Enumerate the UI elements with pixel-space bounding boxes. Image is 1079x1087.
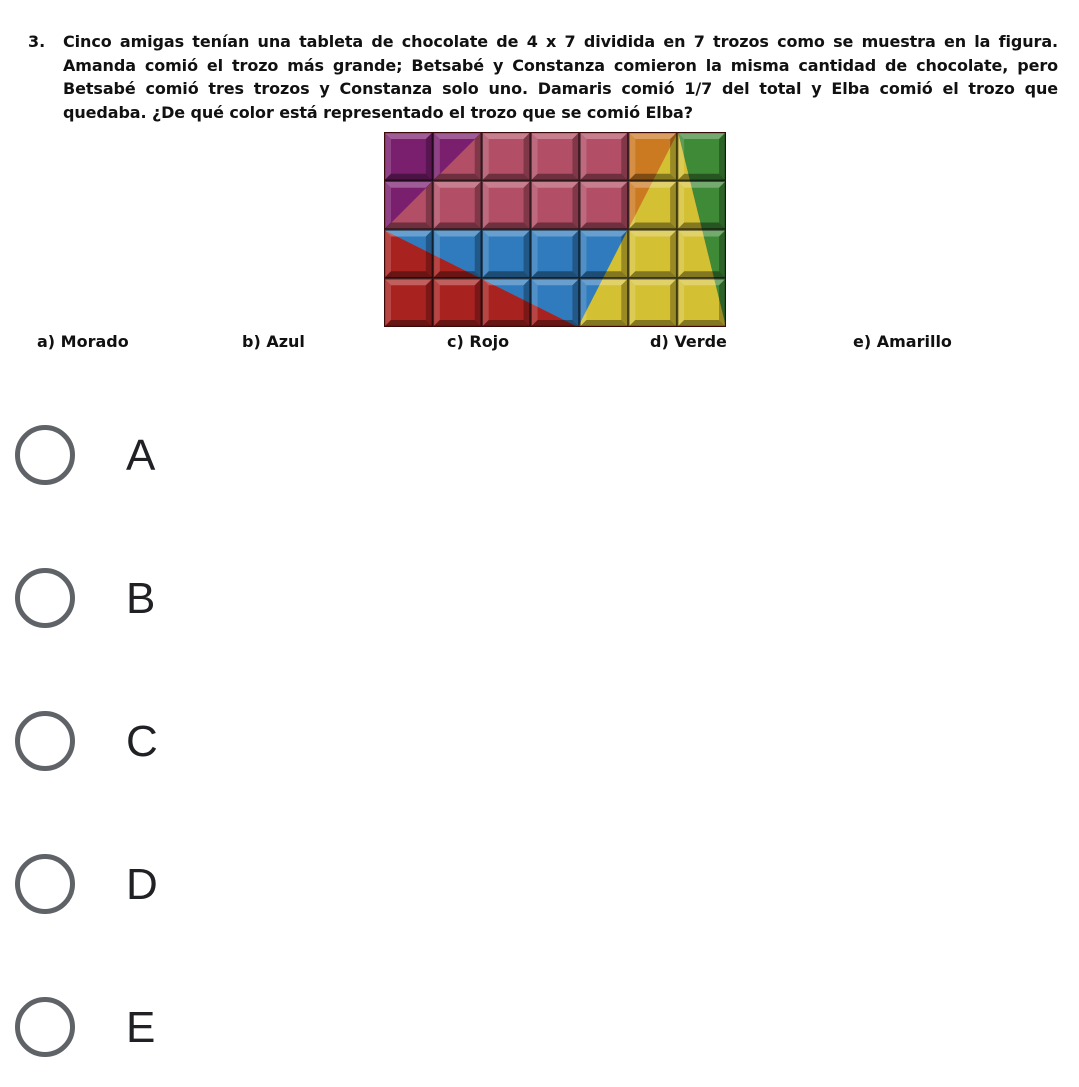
answer-choices-row — [0, 332, 1079, 356]
radio-icon[interactable] — [15, 854, 75, 914]
choice-b-text: b) Azul — [242, 332, 305, 351]
chocolate-bar-figure — [384, 132, 726, 327]
option-a-label: A — [126, 431, 156, 480]
option-b[interactable] — [12, 565, 412, 637]
choice-c-text: c) Rojo — [447, 332, 510, 351]
option-e-label: E — [126, 1003, 156, 1052]
radio-icon[interactable] — [15, 997, 75, 1057]
choice-d-text: d) Verde — [650, 332, 727, 351]
option-e[interactable] — [12, 994, 412, 1066]
question-text: Cinco amigas tenían una tableta de chocolate de 4 x 7 dividida en 7 trozos como se muestra en la figura. Amanda comió el trozo más grande; Betsabé y Constanza comieron la misma cantidad de chocolate, pero Betsabé comió tres trozos y Constanza solo uno. Damaris comió 1/7 del total y Elba comió el trozo que quedaba. ¿De qué color está representado el trozo que se comió Elba? — [63, 32, 1058, 122]
radio-icon[interactable] — [15, 425, 75, 485]
option-d-label: D — [126, 860, 158, 909]
question-number: 3. — [28, 32, 46, 51]
option-d[interactable] — [12, 851, 412, 923]
option-c-label: C — [126, 717, 158, 766]
choice-e-text: e) Amarillo — [853, 332, 952, 351]
choice-a-text: a) Morado — [37, 332, 129, 351]
radio-icon[interactable] — [15, 711, 75, 771]
option-a[interactable] — [12, 422, 412, 494]
radio-icon[interactable] — [15, 568, 75, 628]
option-c[interactable] — [12, 708, 412, 780]
option-b-label: B — [126, 574, 156, 623]
